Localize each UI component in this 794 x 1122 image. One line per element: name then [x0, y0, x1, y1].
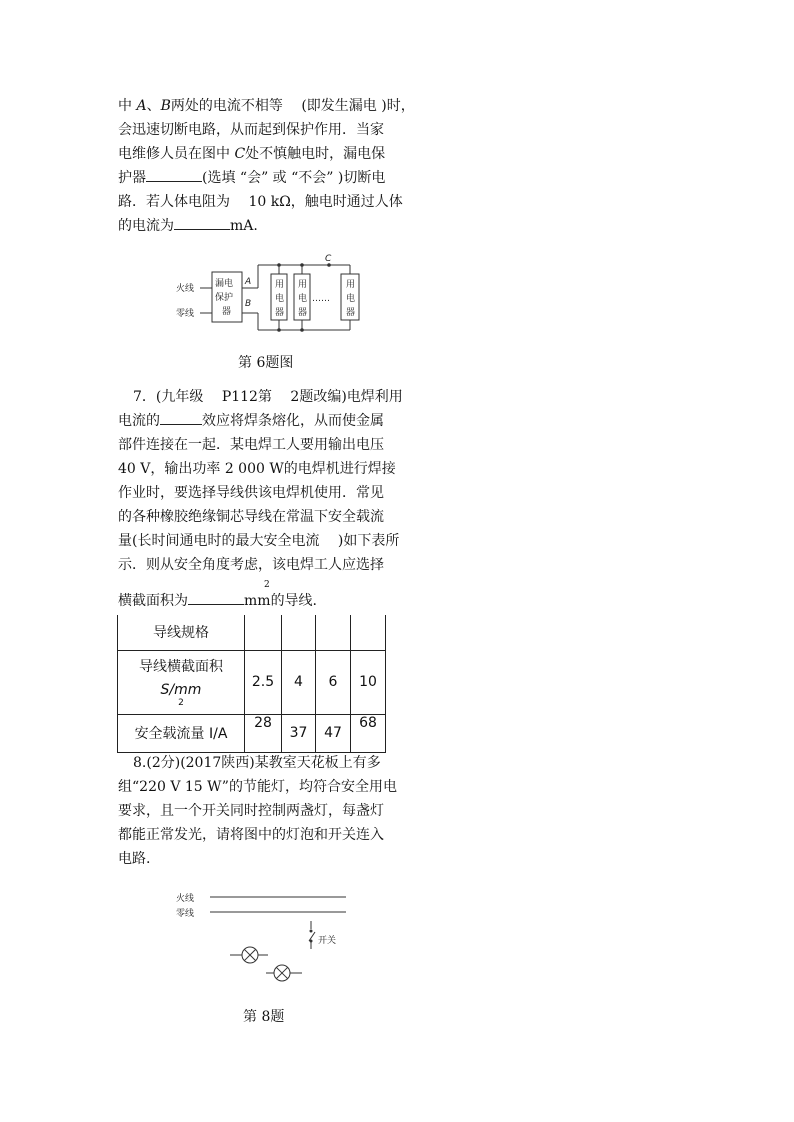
q7-line-5: 作业时，要选择导线供该电焊机使用．常见 [118, 485, 384, 501]
live-wire-label: 火线 [176, 894, 195, 904]
current-value: 37 [282, 714, 316, 752]
neutral-wire-label: 零线 [176, 909, 195, 919]
current-value: 68 [351, 714, 386, 752]
appliance-1-char: 用 [275, 280, 285, 290]
q6-line-6: 的电流为 mA. [118, 218, 258, 234]
q8-line-5: 电路. [118, 851, 151, 867]
area-label-cell: 导线横截面积 S/mm 2 [118, 650, 245, 714]
appliance-1-char: 器 [275, 308, 285, 318]
q6-line-3: 电维修人员在图中 C处不慎触电时，漏电保 [118, 146, 386, 162]
wire-spec-table [117, 615, 386, 753]
q7-line-6: 的各种橡胶绝缘铜芯导线在常温下安全载流 [118, 509, 384, 525]
appliance-2-char: 器 [298, 308, 308, 318]
area-value: 6 [316, 650, 351, 714]
appliance-2-char: 电 [298, 294, 308, 304]
figure-6-caption: 第 6题图 [238, 355, 294, 371]
answer-blank[interactable] [160, 412, 202, 425]
area-value: 2.5 [245, 650, 282, 714]
q6-line-4: 护器 (选填 “会” 或 “不会” )切断电 [118, 170, 386, 186]
appliance-3-char: 器 [346, 308, 356, 318]
appliance-1-char: 电 [275, 294, 285, 304]
q7-line-8: 示．则从安全角度考虑，该电焊工人应选择 [118, 557, 384, 573]
answer-blank[interactable] [188, 592, 244, 605]
ellipsis-label: …… [312, 294, 330, 304]
protector-label-3: 器 [222, 307, 232, 317]
protector-label-1: 漏电 [215, 279, 234, 289]
q6-line-1: 中 A、B两处的电流不相等 (即发生漏电 )时， [118, 98, 415, 114]
answer-blank[interactable] [146, 169, 202, 182]
q7-line-1: 7．(九年级 P112第 2题改编)电焊利用 [133, 389, 403, 405]
q7-line-2: 电流的 效应将焊条熔化，从而使金属 [118, 413, 384, 429]
superscript: 2 [264, 580, 270, 590]
protector-label-2: 保护 [215, 293, 234, 303]
switch-label: 开关 [318, 936, 337, 946]
answer-blank[interactable] [174, 217, 230, 230]
q6-line-5: 路．若人体电阻为 10 kΩ，触电时通过人体 [118, 194, 403, 210]
area-value: 4 [282, 650, 316, 714]
point-b-label: B [245, 299, 252, 309]
q6-circuit-figure [170, 250, 380, 335]
figure-8-caption: 第 8题 [243, 1009, 285, 1025]
q6-line-2: 会迅速切断电路，从而起到保护作用．当家 [118, 122, 384, 138]
q7-line-4: 40 V，输出功率 2 000 W的电焊机进行焊接 [118, 461, 396, 477]
q7-line-3: 部件连接在一起．某电焊工人要用输出电压 [118, 437, 384, 453]
current-value: 28 [245, 714, 282, 752]
q8-line-4: 都能正常发光，请将图中的灯泡和开关连入 [118, 827, 384, 843]
appliance-3-char: 用 [346, 280, 356, 290]
point-a-label: A [245, 277, 252, 287]
q8-line-3: 要求，且一个开关同时控制两盏灯，每盏灯 [118, 803, 384, 819]
q8-circuit-figure [170, 885, 360, 985]
point-c-label: C [325, 254, 332, 264]
area-value: 10 [351, 650, 386, 714]
current-value: 47 [316, 714, 351, 752]
q8-line-2: 组“220 V 15 W”的节能灯，均符合安全用电 [118, 779, 397, 795]
q7-line-9: 横截面积为 mm的导线. [118, 593, 318, 609]
live-wire-label: 火线 [176, 284, 195, 294]
current-label-cell: 安全载流量 I/A [118, 714, 245, 752]
q7-line-7: 量(长时间通电时的最大安全电流 )如下表所 [118, 533, 400, 549]
appliance-3-char: 电 [346, 294, 356, 304]
table-header: 导线规格 [118, 615, 245, 650]
neutral-wire-label: 零线 [176, 309, 195, 319]
appliance-2-char: 用 [298, 280, 308, 290]
q8-line-1: 8.(2分)(2017陕西)某教室天花板上有多 [133, 755, 381, 771]
